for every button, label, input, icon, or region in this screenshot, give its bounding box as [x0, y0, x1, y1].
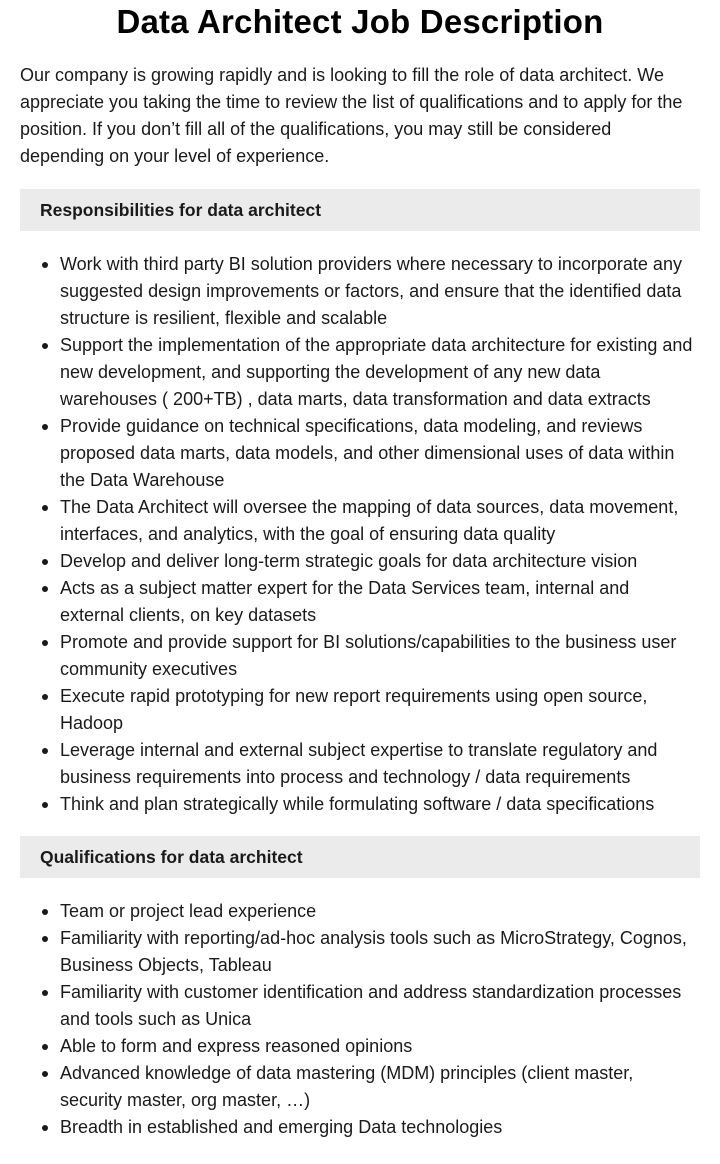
- responsibility-item: Leverage internal and external subject expertise to translate regulatory and business requirements into process and technology / data requirements: [60, 737, 700, 791]
- responsibilities-heading: Responsibilities for data architect: [20, 189, 700, 231]
- qualification-item: Able to form and express reasoned opinions: [60, 1033, 700, 1060]
- page-title: Data Architect Job Description: [116, 3, 604, 40]
- qualification-item: Breadth in established and emerging Data technologies: [60, 1114, 700, 1141]
- responsibility-item: Acts as a subject matter expert for the Data Services team, internal and external clients, on key datasets: [60, 575, 700, 629]
- responsibility-item: Provide guidance on technical specifications, data modeling, and reviews proposed data marts, data models, and other dimensional uses of data within the Data Warehouse: [60, 413, 700, 494]
- responsibility-item: The Data Architect will oversee the mapping of data sources, data movement, interfaces, and analytics, with the goal of ensuring data quality: [60, 494, 700, 548]
- qualifications-list: [20, 898, 700, 1141]
- qualification-item: Team or project lead experience: [60, 898, 700, 925]
- responsibilities-list: [20, 251, 700, 818]
- responsibility-item: Execute rapid prototyping for new report requirements using open source, Hadoop: [60, 683, 700, 737]
- qualification-item: Familiarity with customer identification and address standardization processes and tools such as Unica: [60, 979, 700, 1033]
- responsibility-item: Think and plan strategically while formulating software / data specifications: [60, 791, 700, 818]
- responsibility-item: Support the implementation of the appropriate data architecture for existing and new development, and supporting the development of any new data warehouses ( 200+TB) , data marts, data transformation and data extracts: [60, 332, 700, 413]
- intro-paragraph: Our company is growing rapidly and is looking to fill the role of data architect. We appreciate you taking the time to review the list of qualifications and to apply for the position. If you don’t fill all of the qualifications, you may still be considered depending on your level of experience.: [20, 65, 683, 166]
- qualification-item: Familiarity with reporting/ad-hoc analysis tools such as MicroStrategy, Cognos, Business Objects, Tableau: [60, 925, 700, 979]
- responsibility-item: Promote and provide support for BI solutions/capabilities to the business user community executives: [60, 629, 700, 683]
- qualification-item: Advanced knowledge of data mastering (MDM) principles (client master, security master, org master, …): [60, 1060, 700, 1114]
- qualifications-heading: Qualifications for data architect: [20, 836, 700, 878]
- responsibility-item: Work with third party BI solution providers where necessary to incorporate any suggested design improvements or factors, and ensure that the identified data structure is resilient, flexible and scalable: [60, 251, 700, 332]
- responsibility-item: Develop and deliver long-term strategic goals for data architecture vision: [60, 548, 700, 575]
